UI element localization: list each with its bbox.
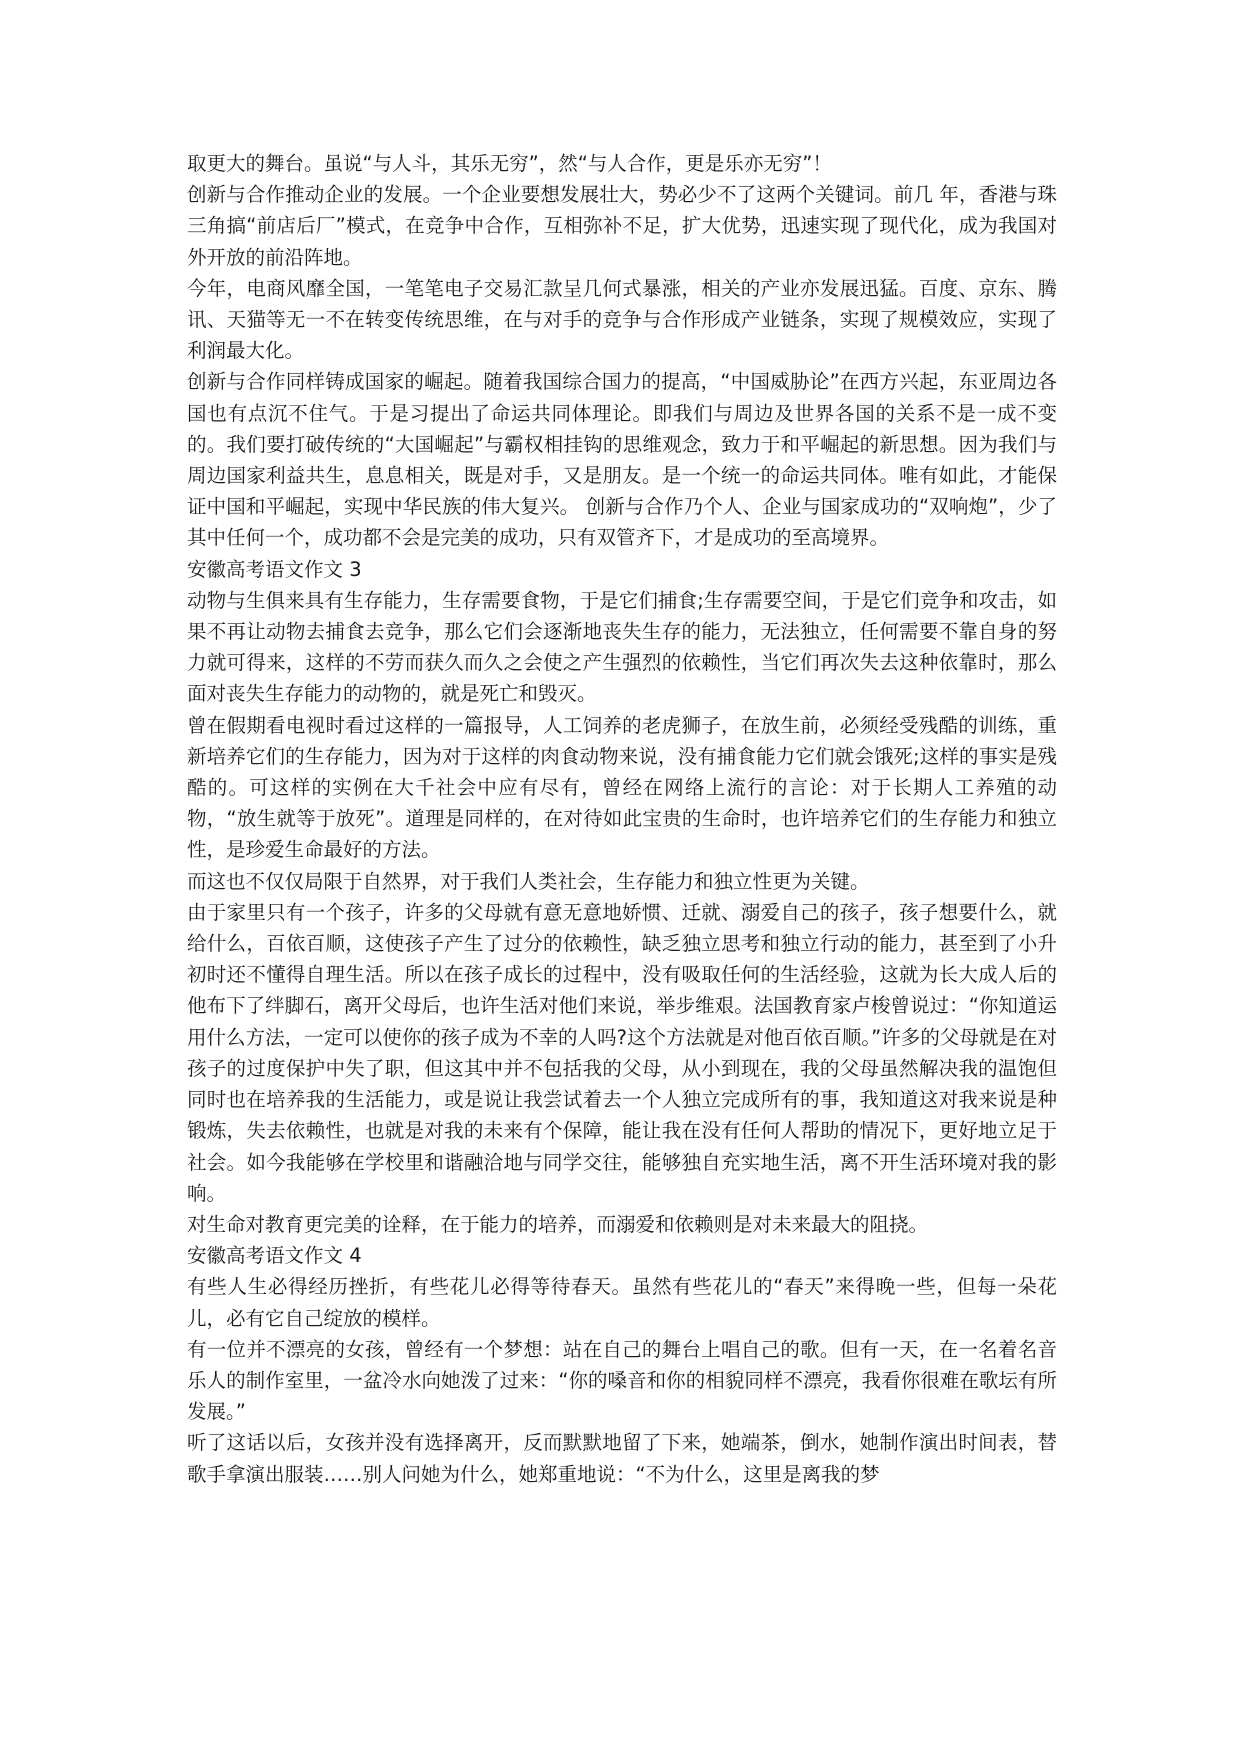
section-heading: 安徽高考语文作文 4 bbox=[187, 1244, 362, 1268]
paragraph: 曾在假期看电视时看过这样的一篇报导，人工饲养的老虎狮子，在放生前，必须经受残酷的训练，重新培养它们的生存能力，因为对于这样的肉食动物来说，没有捕食能力它们就会饿死;这样的事实是残酷的。可这样的实例在大千社会中应有尽有，曾经在网络上流行的言论：对于长期人工养殖的动物，“放生就等于放死”。道理是同样的，在对待如此宝贵的生命时，也许培养它们的生存能力和独立性，是珍爱生命最好的方法。 bbox=[187, 713, 1057, 862]
paragraph: 今年，电商风靡全国，一笔笔电子交易汇款呈几何式暴涨，相关的产业亦发展迅猛。百度、京东、腾讯、天猫等无一不在转变传统思维，在与对手的竞争与合作形成产业链条，实现了规模效应，实现了利润最大化。 bbox=[187, 276, 1057, 363]
section-heading: 安徽高考语文作文 3 bbox=[187, 557, 362, 581]
paragraph: 创新与合作推动企业的发展。一个企业要想发展壮大，势必少不了这两个关键词。前几 年，香港与珠三角搞“前店后厂”模式，在竞争中合作，互相弥补不足，扩大优势，迅速实现了现代化，成为我国对外开放的前沿阵地。 bbox=[187, 183, 1057, 269]
paragraph: 听了这话以后，女孩并没有选择离开，反而默默地留了下来，她端茶，倒水，她制作演出时间表，替歌手拿演出服装……别人问她为什么，她郑重地说：“不为什么，这里是离我的梦 bbox=[187, 1431, 1057, 1486]
document-page bbox=[187, 148, 1057, 1490]
paragraph: 由于家里只有一个孩子，许多的父母就有意无意地娇惯、迁就、溺爱自己的孩子，孩子想要什么，就给什么，百依百顺，这使孩子产生了过分的依赖性，缺乏独立思考和独立行动的能力，甚至到了小升初时还不懂得自理生活。所以在孩子成长的过程中，没有吸取任何的生活经验，这就为长大成人后的他布下了绊脚石，离开父母后，也许生活对他们来说，举步维艰。法国教育家卢梭曾说过：“你知道运用什么方法，一定可以使你的孩子成为不幸的人吗?这个方法就是对他百依百顺。”许多的父母就是在对孩子的过度保护中失了职，但这其中并不包括我的父母，从小到现在，我的父母虽然解决我的温饱但同时也在培养我的生活能力，或是说让我尝试着去一个人独立完成所有的事，我知道这对我来说是种锻炼，失去依赖性，也就是对我的未来有个保障，能让我在没有任何人帮助的情况下，更好地立足于社会。如今我能够在学校里和谐融洽地与同学交往，能够独自充实地生活，离不开生活环境对我的影响。 bbox=[187, 900, 1057, 1205]
paragraph: 创新与合作同样铸成国家的崛起。随着我国综合国力的提高，“中国威胁论”在西方兴起，东亚周边各国也有点沉不住气。于是习提出了命运共同体理论。即我们与周边及世界各国的关系不是一成不变的。我们要打破传统的“大国崛起”与霸权相挂钩的思维观念，致力于和平崛起的新思想。因为我们与周边国家利益共生，息息相关，既是对手，又是朋友。是一个统一的命运共同体。唯有如此，才能保证中国和平崛起，实现中华民族的伟大复兴。 创新与合作乃个人、企业与国家成功的“双响炮”，少了其中任何一个，成功都不会是完美的成功，只有双管齐下，才是成功的至高境界。 bbox=[187, 370, 1057, 550]
paragraph: 动物与生俱来具有生存能力，生存需要食物，于是它们捕食;生存需要空间，于是它们竞争和攻击，如果不再让动物去捕食去竞争，那么它们会逐渐地丧失生存的能力，无法独立，任何需要不靠自身的努力就可得来，这样的不劳而获久而久之会使之产生强烈的依赖性，当它们再次失去这种依靠时，那么面对丧失生存能力的动物的，就是死亡和毁灭。 bbox=[187, 588, 1057, 706]
paragraph: 有些人生必得经历挫折，有些花儿必得等待春天。虽然有些花儿的“春天”来得晚一些，但每一朵花儿，必有它自己绽放的模样。 bbox=[187, 1275, 1057, 1330]
paragraph: 有一位并不漂亮的女孩，曾经有一个梦想：站在自己的舞台上唱自己的歌。但有一天，在一名着名音乐人的制作室里，一盆冷水向她泼了过来：“你的嗓音和你的相貌同样不漂亮，我看你很难在歌坛有所发展。” bbox=[187, 1337, 1057, 1424]
paragraph: 取更大的舞台。虽说“与人斗，其乐无穷”，然“与人合作，更是乐亦无穷”！ bbox=[187, 152, 832, 175]
paragraph: 对生命对教育更完美的诠释，在于能力的培养，而溺爱和依赖则是对未来最大的阻挠。 bbox=[187, 1212, 929, 1236]
paragraph: 而这也不仅仅局限于自然界，对于我们人类社会，生存能力和独立性更为关键。 bbox=[187, 869, 870, 893]
